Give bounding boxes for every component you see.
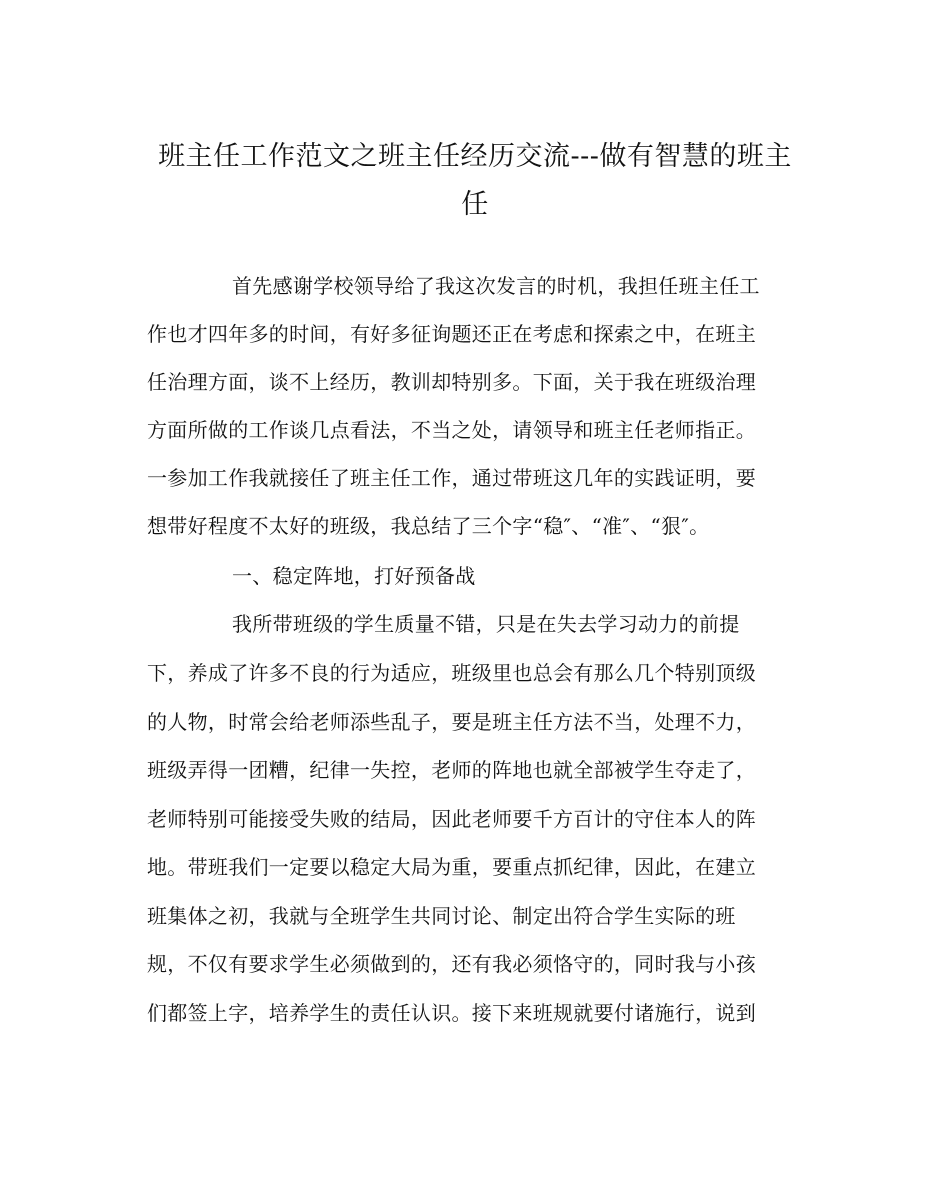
body-line: 一参加工作我就接任了班主任工作，通过带班这几年的实践证明，要 bbox=[147, 466, 756, 490]
body-line: 下，养成了许多不良的行为适应，班级里也总会有那么几个特别顶级 bbox=[147, 661, 756, 685]
body-line: 的人物，时常会给老师添些乱子，要是班主任方法不当，处理不力， bbox=[147, 710, 756, 734]
body-line: 首先感谢学校领导给了我这次发言的时机，我担任班主任工 bbox=[232, 274, 760, 298]
body-line: 我所带班级的学生质量不错，只是在失去学习动力的前提 bbox=[232, 612, 740, 636]
title-line-1: 班主任工作范文之班主任经历交流---做有智慧的班主 bbox=[158, 141, 792, 172]
body-line: 地。带班我们一定要以稳定大局为重，要重点抓纪律，因此，在建立 bbox=[147, 855, 756, 879]
section-heading: 一、稳定阵地，打好预备战 bbox=[232, 564, 476, 588]
title-line-2: 任 bbox=[461, 189, 489, 220]
body-line: 老师特别可能接受失败的结局，因此老师要千方百计的守住本人的阵 bbox=[147, 807, 756, 831]
body-line: 作也才四年多的时间，有好多征询题还正在考虑和探索之中，在班主 bbox=[147, 322, 756, 346]
body-line: 方面所做的工作谈几点看法，不当之处，请领导和班主任老师指正。 bbox=[147, 418, 756, 442]
body-line: 班集体之初，我就与全班学生共同讨论、制定出符合学生实际的班 bbox=[147, 904, 736, 928]
body-line: 任治理方面，谈不上经历，教训却特别多。下面，关于我在班级治理 bbox=[147, 370, 756, 394]
body-line: 们都签上字，培养学生的责任认识。接下来班规就要付诸施行，说到 bbox=[147, 1001, 756, 1025]
body-line: 班级弄得一团糟，纪律一失控，老师的阵地也就全部被学生夺走了， bbox=[147, 758, 756, 782]
body-line: 规，不仅有要求学生必须做到的，还有我必须恪守的，同时我与小孩 bbox=[147, 952, 756, 976]
body-line: 想带好程度不太好的班级，我总结了三个字“稳″、“准″、“狠″。 bbox=[147, 514, 710, 538]
